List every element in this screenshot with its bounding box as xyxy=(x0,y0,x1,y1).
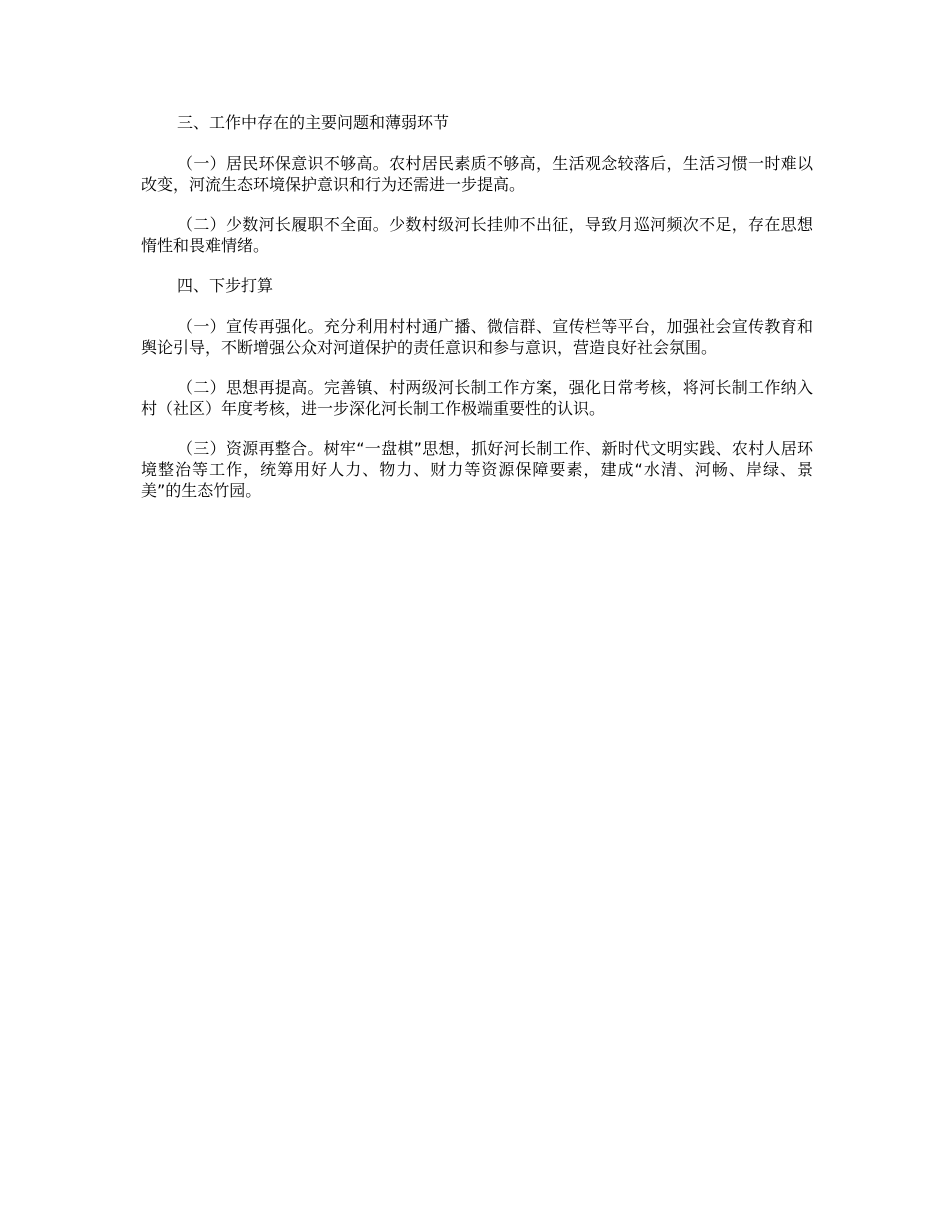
section-heading-next-steps: 四、下步打算 xyxy=(177,276,274,295)
paragraph-resources: （三）资源再整合。树牢“一盘棋”思想，抓好河长制工作、新时代文明实践、农村人居环境整治等工作，统筹用好人力、物力、财力等资源保障要素，建成“水清、河畅、岸绿、景美”的生态竹园。 xyxy=(141,439,813,500)
paragraph-river-chief-duty: （二）少数河长履职不全面。少数村级河长挂帅不出征，导致月巡河频次不足，存在思想惰性和畏难情绪。 xyxy=(141,215,813,255)
paragraph-publicity: （一）宣传再强化。充分利用村村通广播、微信群、宣传栏等平台，加强社会宣传教育和舆论引导，不断增强公众对河道保护的责任意识和参与意识，营造良好社会氛围。 xyxy=(141,317,813,357)
section-heading-problems: 三、工作中存在的主要问题和薄弱环节 xyxy=(177,113,450,132)
paragraph-resident-awareness: （一）居民环保意识不够高。农村居民素质不够高，生活观念较落后，生活习惯一时难以改变，河流生态环境保护意识和行为还需进一步提高。 xyxy=(141,154,813,194)
paragraph-thinking: （二）思想再提高。完善镇、村两级河长制工作方案，强化日常考核，将河长制工作纳入村（社区）年度考核，进一步深化河长制工作极端重要性的认识。 xyxy=(141,378,813,418)
document-body xyxy=(141,112,813,520)
